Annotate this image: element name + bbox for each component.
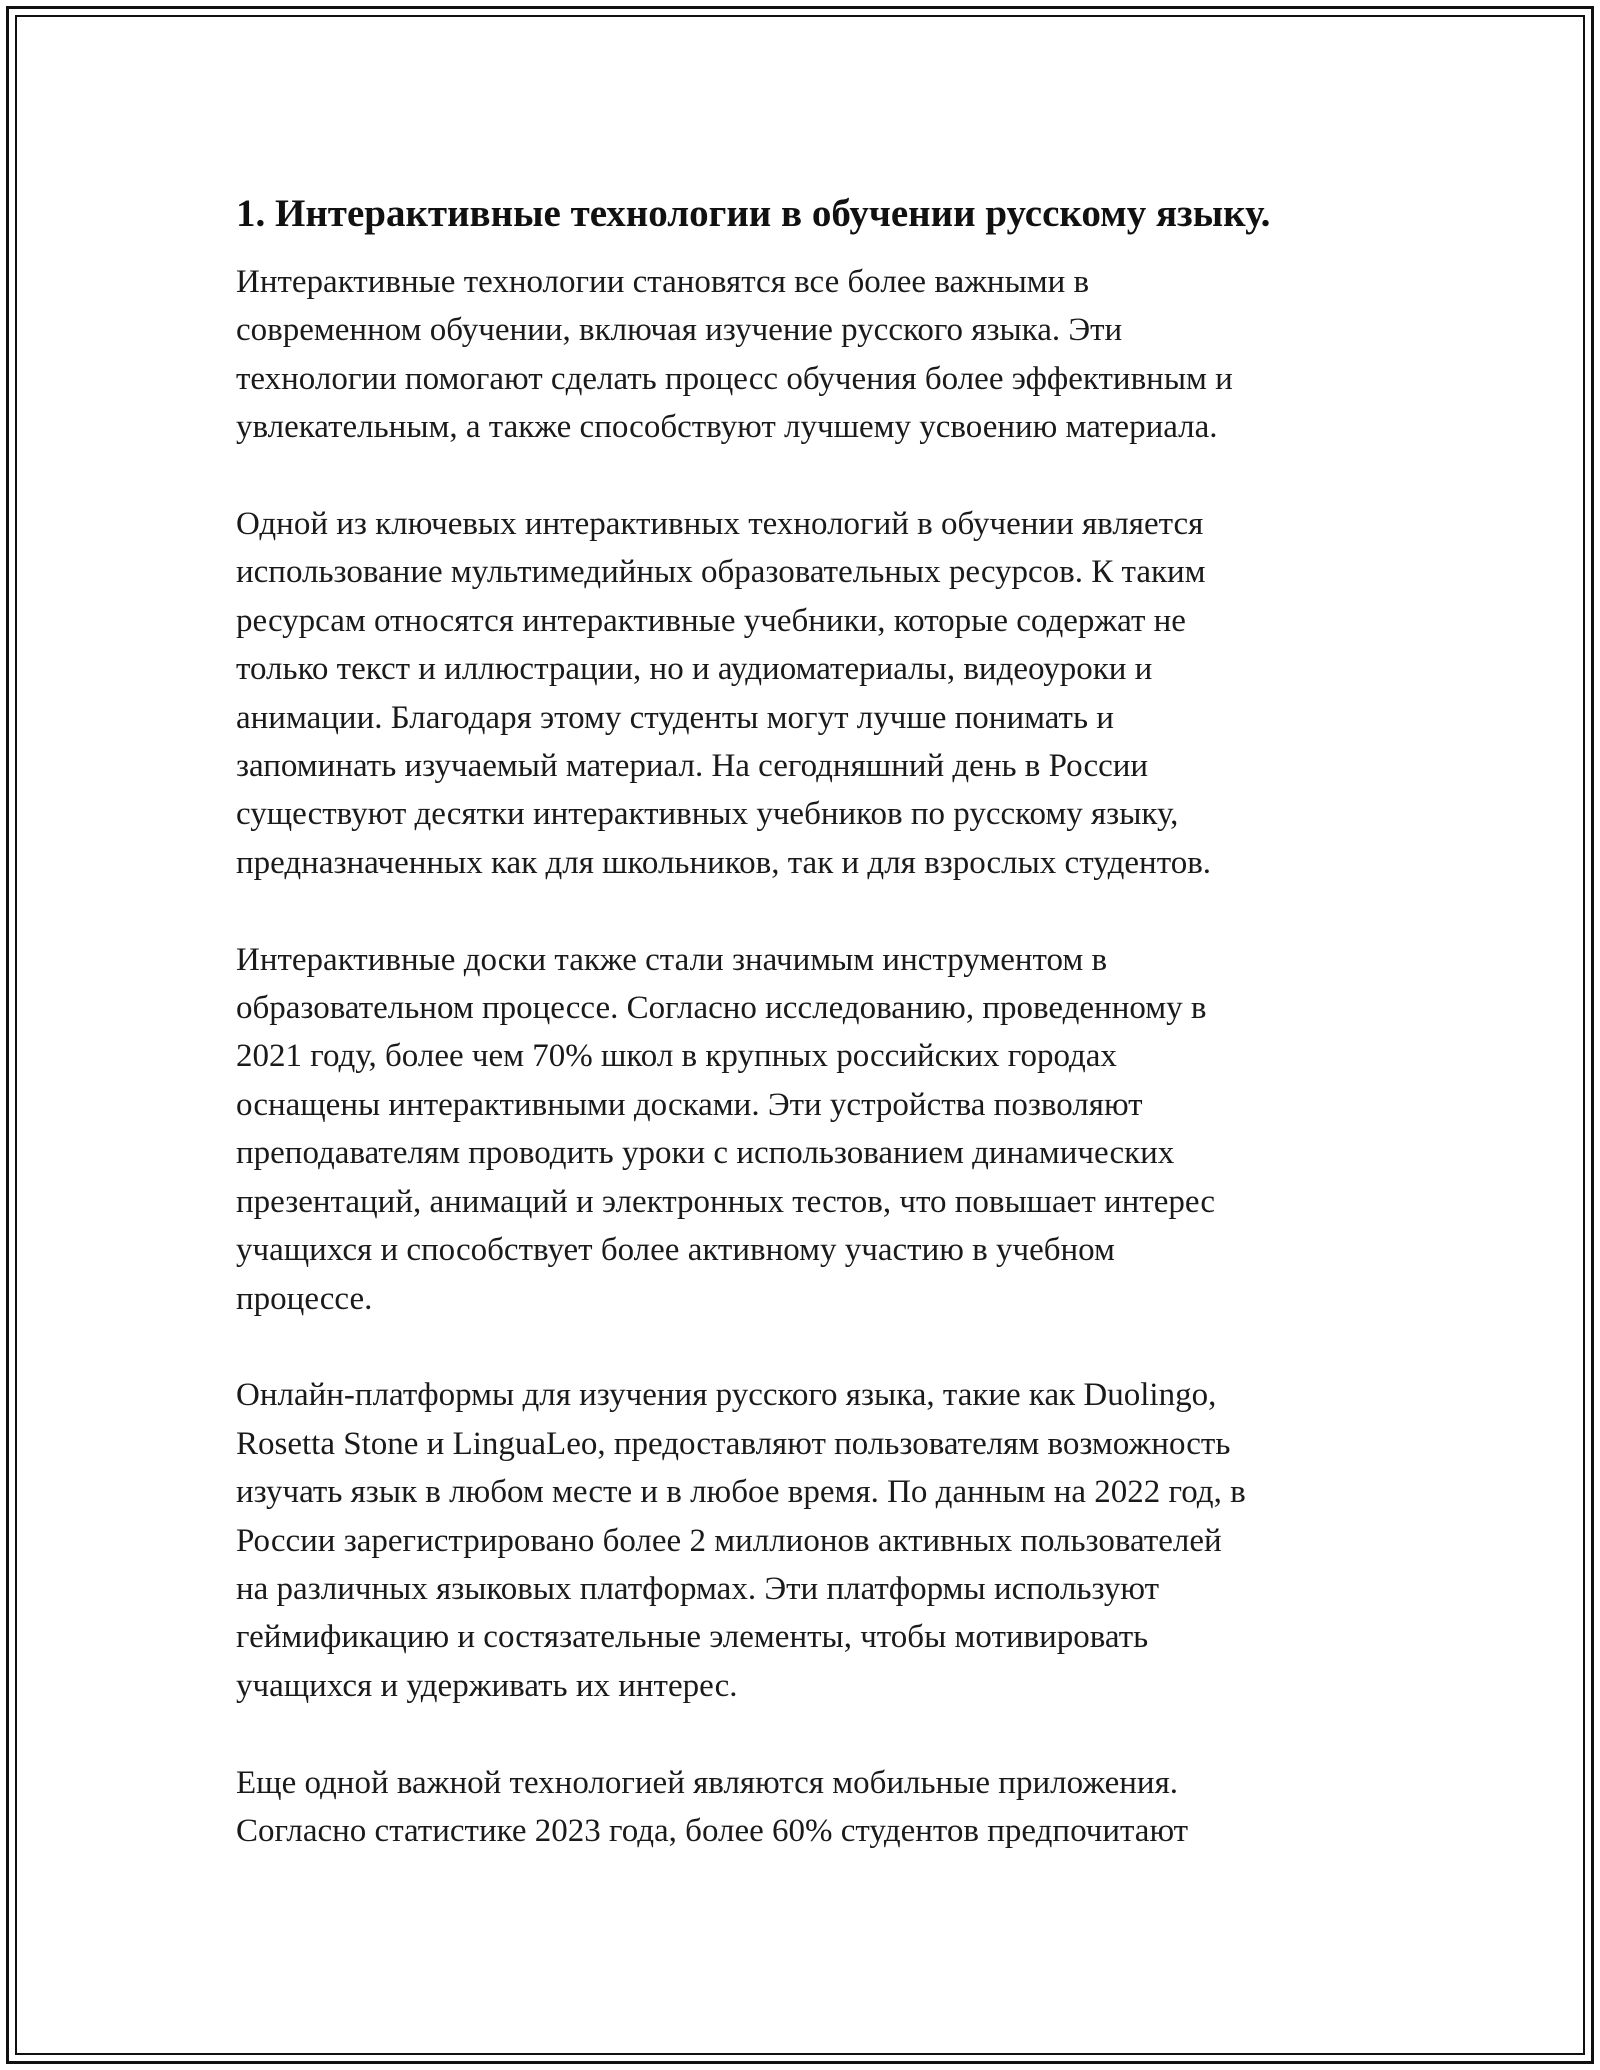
text-line: геймификацию и состязательные элементы, чтобы мотивировать: [236, 1619, 1149, 1656]
text-line: учащихся и способствует более активному участию в учебном: [236, 1232, 1115, 1269]
text-line: Интерактивные доски также стали значимым инструментом в: [236, 941, 1108, 978]
text-line: Одной из ключевых интерактивных технологий в обучении является: [236, 506, 1204, 543]
paragraph-mobile-apps: [236, 1759, 1416, 1856]
text-line: запоминать изучаемый материал. На сегодняшний день в России: [236, 748, 1149, 785]
text-line: учащихся и удерживать их интерес.: [236, 1667, 738, 1704]
text-line: только текст и иллюстрации, но и аудиоматериалы, видеоуроки и: [236, 651, 1153, 688]
text-line: анимации. Благодаря этому студенты могут лучше понимать и: [236, 699, 1114, 736]
text-line: 2021 году, более чем 70% школ в крупных российских городах: [236, 1038, 1117, 1075]
document-body: [236, 186, 1416, 1855]
text-line: технологии помогают сделать процесс обучения более эффективным и: [236, 360, 1233, 397]
text-line: образовательном процессе. Согласно исследованию, проведенному в: [236, 990, 1207, 1027]
text-line: Rosetta Stone и LinguaLeo, предоставляют пользователям возможность: [236, 1425, 1231, 1462]
text-line: процессе.: [236, 1280, 373, 1317]
paragraph-interactive-boards: [236, 936, 1416, 1323]
text-line: современном обучении, включая изучение русского языка. Эти: [236, 312, 1123, 349]
text-line: преподавателям проводить уроки с использованием динамических: [236, 1135, 1175, 1172]
text-line: предназначенных как для школьников, так и для взрослых студентов.: [236, 844, 1212, 881]
text-line: Еще одной важной технологией являются мобильные приложения.: [236, 1764, 1179, 1801]
paragraph-intro: [236, 258, 1416, 452]
text-line: Онлайн-платформы для изучения русского языка, такие как Duolingo,: [236, 1377, 1217, 1414]
section-heading: 1. Интерактивные технологии в обучении русскому языку.: [236, 192, 1271, 235]
paragraph-online-platforms: [236, 1371, 1416, 1710]
text-line: увлекательным, а также способствуют лучшему усвоению материала.: [236, 409, 1218, 446]
text-line: существуют десятки интерактивных учебников по русскому языку,: [236, 796, 1179, 833]
text-line: ресурсам относятся интерактивные учебники, которые содержат не: [236, 602, 1186, 639]
text-line: на различных языковых платформах. Эти платформы используют: [236, 1570, 1160, 1607]
text-line: Согласно статистике 2023 года, более 60% студентов предпочитают: [236, 1812, 1189, 1849]
text-line: презентаций, анимаций и электронных тестов, что повышает интерес: [236, 1183, 1215, 1220]
text-line: Интерактивные технологии становятся все более важными в: [236, 264, 1090, 300]
text-line: России зарегистрировано более 2 миллионов активных пользователей: [236, 1522, 1222, 1559]
paragraph-multimedia: [236, 500, 1416, 887]
text-line: оснащены интерактивными досками. Эти устройства позволяют: [236, 1086, 1143, 1123]
text-line: изучать язык в любом месте и в любое время. По данным на 2022 год, в: [236, 1474, 1246, 1511]
text-line: использование мультимедийных образовательных ресурсов. К таким: [236, 554, 1206, 591]
